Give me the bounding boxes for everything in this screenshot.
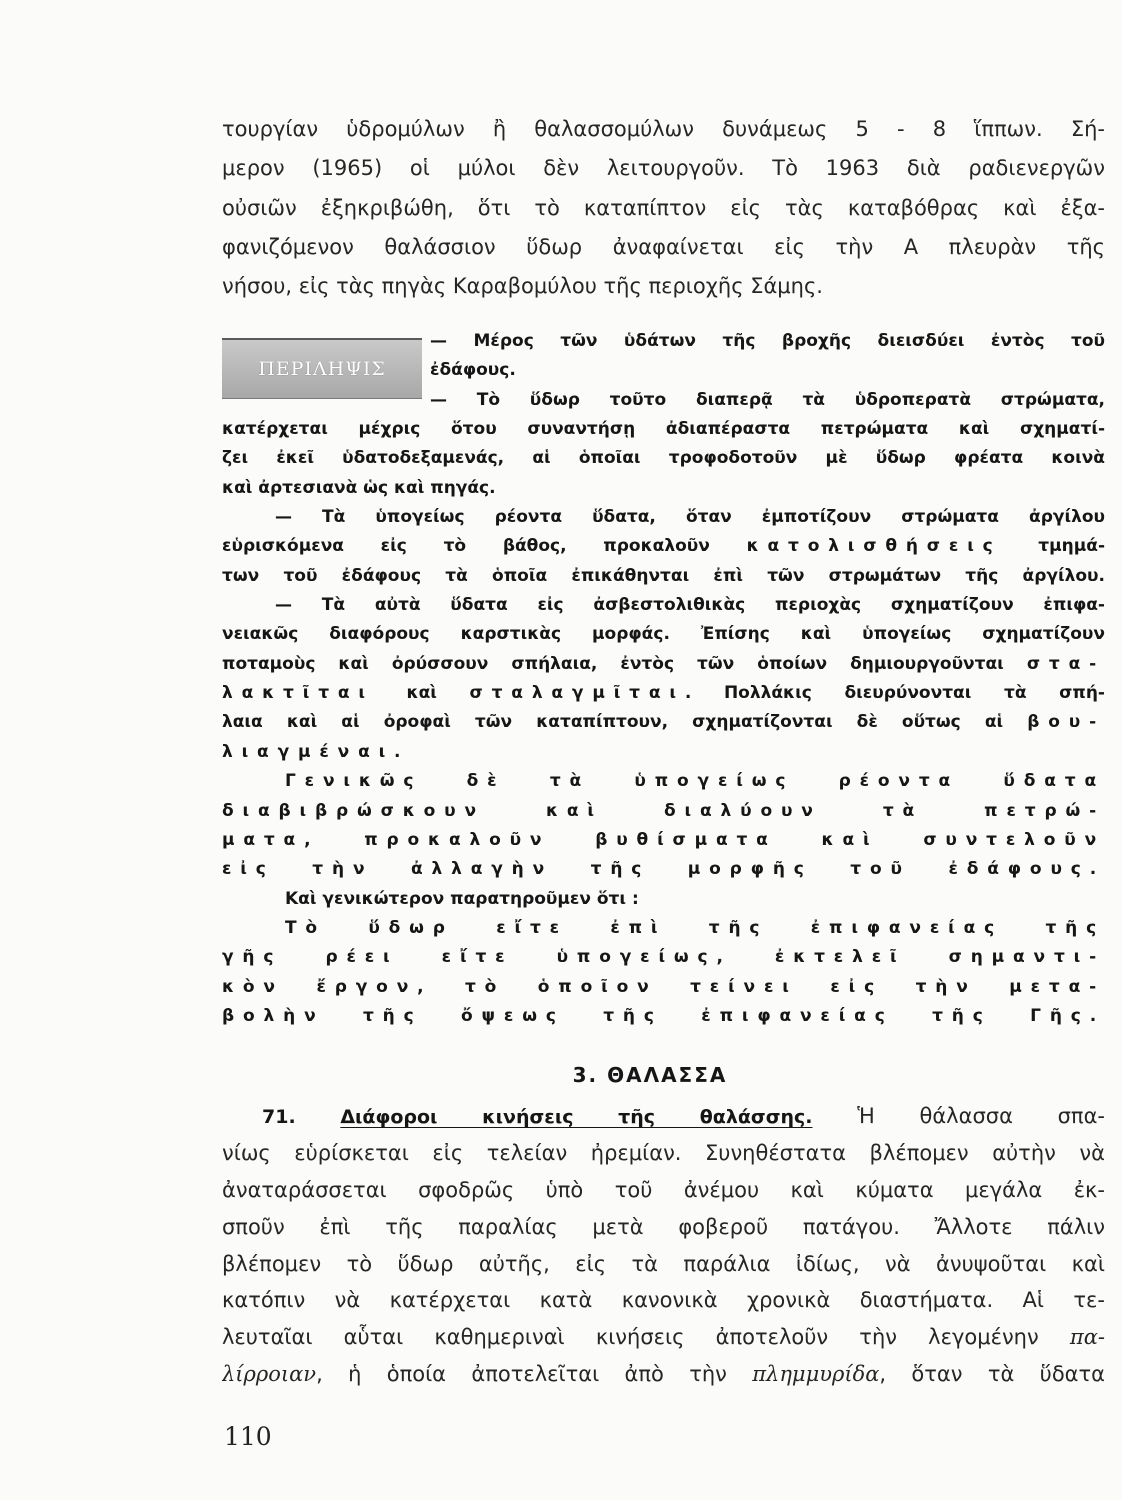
article-line (222, 1356, 1105, 1393)
body-text: λαια καὶ αἱ ὀροφαὶ τῶν καταπίπτουν, σχηματίζονται δὲ οὕτως αἱ (222, 712, 1028, 733)
section-heading: 3. ΘΑΛΑΣΣΑ (572, 1063, 728, 1087)
body-text: των τοῦ ἐδάφους τὰ ὁποῖα ἐπικάθηνται ἐπὶ τῶν στρωμάτων τῆς ἀργίλου. (222, 565, 1105, 586)
body-text: — Τὰ ὑπογείως ρέοντα ὕδατα, ὅταν ἐμποτίζουν στρώματα ἀργίλου (275, 507, 1105, 528)
summary-section (222, 327, 1105, 1031)
spaced-text: κατολισθήσεις (746, 536, 1002, 557)
summary-line (275, 591, 1105, 620)
article-line (222, 1246, 1105, 1283)
spaced-text: γῆς ρέει εἴτε ὑπογείως, ἐκτελεῖ σημαντι- (222, 947, 1105, 968)
spaced-text: Τὸ ὕδωρ εἴτε ἐπὶ τῆς ἐπιφανείας τῆς (285, 917, 1105, 938)
body-text: σποῦν ἐπὶ τῆς παραλίας μετὰ φοβεροῦ πατάγου. Ἄλλοτε πάλιν (222, 1214, 1105, 1239)
summary-line (222, 620, 1105, 649)
spaced-text: στα- (1026, 653, 1105, 674)
article-line (222, 1135, 1105, 1172)
article-line (222, 1172, 1105, 1209)
spaced-text: σταλαγμῖται (469, 683, 685, 704)
body-text: λευταῖαι αὗται καθημεριναὶ κινήσεις ἀποτελοῦν τὴν λεγομένην (222, 1325, 1070, 1350)
summary-line (222, 415, 1105, 444)
summary-line (430, 386, 1105, 415)
spaced-text: διαβιβρώσκουν καὶ διαλύουν τὰ πετρώ- (222, 800, 1105, 821)
intro-line: οὐσιῶν ἐξηκριβώθη, ὅτι τὸ καταπίπτον εἰς τὰς καταβόθρας καὶ ἐξα- (222, 195, 1105, 220)
intro-paragraph (222, 110, 1105, 306)
summary-line (222, 826, 1105, 855)
summary-line (222, 738, 1105, 767)
body-text: κατέρχεται μέχρις ὅτου συναντήσῃ ἀδιαπέραστα πετρώματα καὶ σχηματί- (222, 419, 1105, 440)
summary-line (285, 885, 1105, 914)
summary-line (222, 532, 1105, 561)
spaced-text: κὸν ἔργον, τὸ ὁποῖον τείνει εἰς τὴν μετα- (222, 976, 1105, 997)
spaced-text: εἰς τὴν ἀλλαγὴν τῆς μορφῆς τοῦ ἐδάφους. (222, 859, 1105, 880)
summary-line (222, 708, 1105, 737)
body-text: ζει ἐκεῖ ὑδατοδεξαμενάς, αἱ ὁποῖαι τροφοδοτοῦν μὲ ὕδωρ φρέατα κοινὰ (222, 448, 1105, 469)
body-text: βλέπομεν τὸ ὕδωρ αὐτῆς, εἰς τὰ παράλια ἰδίως, νὰ ἀνυψοῦται καὶ (222, 1251, 1105, 1276)
article-line (262, 1098, 1105, 1135)
body-text: Ἡ θάλασσα σπα- (812, 1104, 1105, 1128)
spaced-text: λακτῖται (222, 683, 374, 704)
intro-line: φανιζόμενον θαλάσσιον ὕδωρ ἀναφαίνεται εἰς τὴν Α πλευρὰν τῆς (222, 234, 1105, 259)
body-text: — Τὸ ὕδωρ τοῦτο διαπερᾷ τὰ ὑδροπερατὰ στρώματα, (430, 389, 1105, 410)
summary-line (222, 1002, 1105, 1031)
article-title: Διάφοροι κινήσεις τῆς θαλάσσης. (340, 1106, 813, 1128)
intro-line: μερον (1965) οἱ μύλοι δὲν λειτουργοῦν. Τὸ 1963 διὰ ραδιενεργῶν (222, 156, 1105, 181)
body-text: νίως εὑρίσκεται εἰς τελείαν ἠρεμίαν. Συνηθέστατα βλέπομεν αὐτὴν νὰ (222, 1140, 1105, 1165)
summary-line (222, 855, 1105, 884)
spaced-text: Γενικῶς δὲ τὰ ὑπογείως ρέοντα ὕδατα (285, 771, 1105, 792)
body-text: νειακῶς διαφόρους καρστικὰς μορφάς. Ἐπίσης καὶ ὑπογείως σχηματίζουν (222, 624, 1105, 645)
summary-label: ΠΕΡΙΛΗΨΙΣ (258, 358, 386, 380)
body-text: ἐδάφους. (430, 360, 516, 381)
page-number: 110 (224, 1422, 272, 1451)
article-line (222, 1209, 1105, 1246)
article-paragraph (222, 1098, 1105, 1393)
spaced-text: λιαγμέναι. (222, 741, 410, 762)
body-text: Καὶ γενικώτερον παρατηροῦμεν ὅτι : (285, 888, 639, 909)
spaced-text: ματα, προκαλοῦν βυθίσματα καὶ συντελοῦν (222, 829, 1105, 850)
summary-line (430, 356, 1105, 385)
body-text: καὶ (373, 683, 470, 704)
summary-line (222, 562, 1105, 591)
article-line (222, 1319, 1105, 1356)
spaced-text: βολὴν τῆς ὄψεως τῆς ἐπιφανείας τῆς Γῆς. (222, 1005, 1105, 1026)
summary-line (222, 650, 1105, 679)
article-number: 71. (262, 1106, 341, 1128)
summary-line (222, 797, 1105, 826)
body-text: . Πολλάκις διευρύνονται τὰ σπή- (684, 683, 1105, 704)
body-text: κατόπιν νὰ κατέρχεται κατὰ κανονικὰ χρονικὰ διαστήματα. Αἱ τε- (222, 1288, 1105, 1313)
summary-line (430, 327, 1105, 356)
spaced-text: βου- (1027, 712, 1105, 733)
summary-line (285, 914, 1105, 943)
summary-line (275, 503, 1105, 532)
body-text: ἀναταράσσεται σφοδρῶς ὑπὸ τοῦ ἀνέμου καὶ κύματα μεγάλα ἐκ- (222, 1177, 1105, 1202)
summary-line (222, 973, 1105, 1002)
summary-line (285, 767, 1105, 796)
body-text: καὶ ἀρτεσιανὰ ὡς καὶ πηγάς. (222, 477, 496, 498)
intro-line: νήσου, εἰς τὰς πηγὰς Καραβομύλου τῆς περιοχῆς Σάμης. (222, 274, 823, 299)
body-text: εὑρισκόμενα εἰς τὸ βάθος, προκαλοῦν (222, 536, 747, 557)
article-line (222, 1282, 1105, 1319)
italic-term: λίρροιαν (222, 1362, 317, 1387)
summary-line (222, 943, 1105, 972)
summary-line (222, 474, 1105, 503)
italic-term: πα- (1069, 1325, 1105, 1350)
intro-line: τουργίαν ὑδρομύλων ἢ θαλασσομύλων δυνάμεως 5 - 8 ἵππων. Σή- (222, 117, 1105, 141)
body-text: , ἡ ὁποία ἀποτελεῖται ἀπὸ τὴν (316, 1362, 753, 1387)
body-text: — Τὰ αὐτὰ ὕδατα εἰς ἀσβεστολιθικὰς περιοχὰς σχηματίζουν ἐπιφα- (275, 595, 1105, 616)
body-text: — Μέρος τῶν ὑδάτων τῆς βροχῆς διεισδύει ἐντὸς τοῦ (430, 331, 1105, 351)
summary-line (222, 444, 1105, 473)
body-text: , ὅταν τὰ ὕδατα (879, 1362, 1105, 1387)
summary-line (222, 679, 1105, 708)
body-text: τμημά- (1001, 536, 1105, 557)
body-text: ποταμοὺς καὶ ὀρύσσουν σπήλαια, ἐντὸς τῶν ὁποίων δημιουργοῦνται (222, 653, 1027, 674)
italic-term: πλημμυρίδα (752, 1362, 880, 1387)
